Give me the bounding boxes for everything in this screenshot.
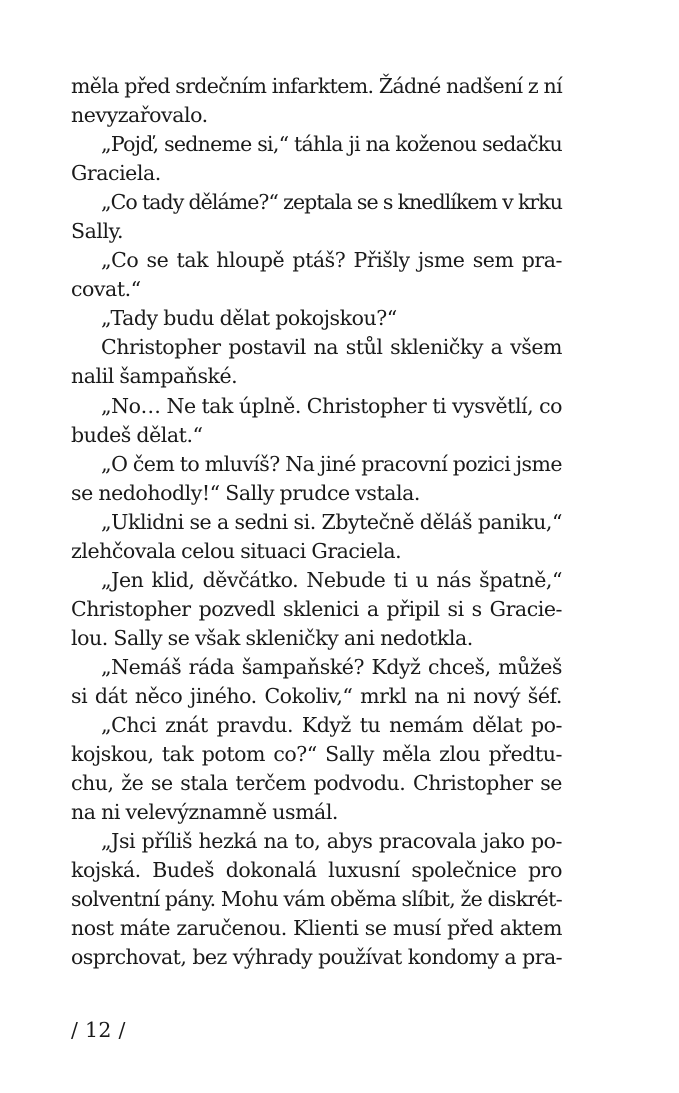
text-line: „Jsi příliš hezká na to, abys pracovala jako po- — [101, 829, 562, 854]
text-line: zlehčovala celou situaci Graciela. — [71, 538, 402, 563]
text-line: na ni velevýznamně usmál. — [71, 800, 339, 825]
text-line: se nedohodly!“ Sally prudce vstala. — [71, 480, 420, 505]
text-line: „Tady budu dělat pokojskou?“ — [101, 306, 397, 331]
book-page-text — [71, 72, 562, 972]
text-line: chu, že se stala terčem podvodu. Christopher se — [71, 771, 562, 796]
text-line: Christopher pozvedl sklenici a připil si s Gracie- — [71, 596, 562, 621]
text-line: „Uklidni se a sedni si. Zbytečně děláš paniku,“ — [101, 509, 562, 534]
text-line: „Chci znát pravdu. Když tu nemám dělat po- — [101, 713, 562, 738]
text-line: solventní pány. Mohu vám oběma slíbit, že diskrét- — [71, 887, 562, 912]
text-line: „Co se tak hloupě ptáš? Přišly jsme sem pra- — [101, 248, 562, 273]
text-line: kojskou, tak potom co?“ Sally měla zlou předtu- — [71, 742, 562, 767]
text-line: covat.“ — [71, 277, 141, 302]
text-line: osprchovat, bez výhrady používat kondomy a pra- — [71, 945, 562, 970]
text-line: „Pojď, sedneme si,“ táhla ji na koženou sedačku — [101, 132, 562, 157]
text-line: Sally. — [71, 219, 124, 244]
text-line: si dát něco jiného. Cokoliv,“ mrkl na ni nový šéf. — [71, 683, 562, 708]
text-line: „Jen klid, děvčátko. Nebude ti u nás špatně,“ — [101, 567, 562, 592]
text-line: „O čem to mluvíš? Na jiné pracovní pozici jsme — [101, 451, 562, 476]
text-line: „Co tady děláme?“ zeptala se s knedlíkem v krku — [101, 190, 562, 215]
text-line: Christopher postavil na stůl skleničky a všem — [101, 335, 562, 360]
text-line: nalil šampaňské. — [71, 364, 238, 389]
text-line: kojská. Budeš dokonalá luxusní společnice pro — [71, 858, 562, 883]
text-line: lou. Sally se však skleničky ani nedotkla. — [71, 625, 473, 650]
page-number: / 12 / — [71, 1018, 126, 1042]
text-line: nost máte zaručenou. Klienti se musí před aktem — [71, 916, 562, 941]
text-line: „No… Ne tak úplně. Christopher ti vysvětlí, co — [101, 393, 562, 418]
text-line: měla před srdečním infarktem. Žádné nadšení z ní — [71, 74, 562, 98]
text-line: Graciela. — [71, 161, 161, 186]
text-line: „Nemáš ráda šampaňské? Když chceš, můžeš — [101, 654, 562, 679]
text-line: nevyzařovalo. — [71, 103, 208, 128]
text-line: budeš dělat.“ — [71, 422, 203, 447]
